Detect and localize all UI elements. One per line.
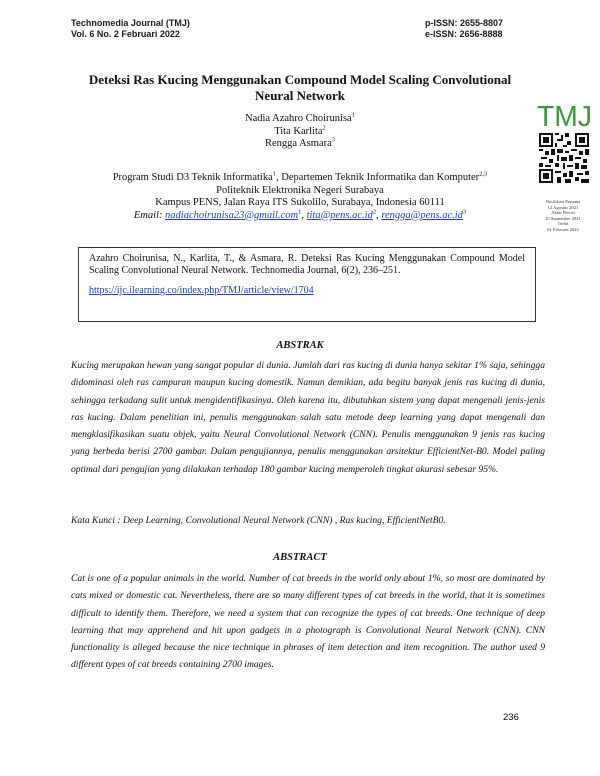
affiliation-line-1: Program Studi D3 Teknik Informatika$^1$, Departemen Teknik Informatika dan Komputer$^{2,3}$ (112, 170, 488, 183)
journal-name: Technomedia Journal (TMJ) (71, 18, 190, 28)
abstrak-text: Kucing merupakan hewan yang sangat popular di dunia. Jumlah dari ras kucing di dunia hanya sekitar 1% saja, sehingga didominasi oleh ras campuran maupun kucing domestik. Namun demikian, ada begitu banyak jenis ras kucing di dunia, sehingga terkadang sulit untuk mengidentifikasinya. Oleh karena itu, dibutuhkan sistem yang dapat mengenali jenis-jenis ras kucing. Dalam penelitian ini, penulis menggunakan salah satu metode deep learning yang dapat mengenali dan mengklasifikasikan suatu objek, yaitu Neural Convolutional Network (CNN). Penulis menggunakan 9 jenis ras kucing yang berbeda berisi 2700 gambar. Dalam pengujiannya, penulis menggunakan arsitektur EfficientNet-B0. Model paling optimal dari pengujian yang dilakukan terhadap 180 gambar kucing memperoleh tingkat akurasi sebesar 95%. (71, 360, 545, 475)
title-line-1: Deteksi Ras Kucing Menggunakan Compound Model Scaling Convolutional (88, 72, 512, 87)
citation-text: Azahro Choirunisa, N., Karlita, T., & Asmara, R. Deteksi Ras Kucing Menggunakan Compound Model Scaling Convolutional Neural Network. Technomedia Journal, 6(2), 236–251. (89, 253, 525, 277)
email-link-2[interactable]: tita@pens.ac.id (306, 209, 373, 221)
email-link-1[interactable]: nadiachoirunisa23@gmail.com (165, 209, 299, 221)
email-line: Email: nadiachoirunisa23@gmail.com$^1$, $tita@pens.ac.id^2$, $rengga@pens.ac.id^3$ (133, 208, 467, 221)
citation-link[interactable]: https://ijc.ilearning.co/index.php/TMJ/article/view/1704 (89, 284, 314, 296)
journal-header-left (71, 18, 190, 40)
email-link-3[interactable]: rengga@pens.ac.id (381, 209, 463, 221)
citation-box (78, 247, 536, 322)
affiliation (60, 172, 540, 222)
abstract-text: Cat is one of a popular animals in the world. Number of cat breeds in the world only about 1%, so most are dominated by cats mixed or domestic cat. Nevertheless, there are so many different types of cat breeds in the world, that it is sometimes difficult to identify them. Therefore, we need a system that can recognize the types of cat breeds. One technique of deep learning that may apprehend and hit upon gadgets in a photograph is Convolutional Neural Network (CNN). CNN functionality is alleged because the nice technique in phrases of item detection and item recognition. The author used 9 different types of cat breeds containing 2700 images. (71, 573, 545, 671)
journal-volume: Vol. 6 No. 2 Februari 2022 (71, 29, 180, 39)
affiliation-address: Kampus PENS, Jalan Raya ITS Sukolilo, Surabaya, Indonesia 60111 (155, 197, 445, 208)
journal-header-right (425, 18, 503, 40)
eissn: e-ISSN: 2656-8888 (425, 29, 503, 39)
tmj-logo (537, 100, 592, 130)
abstract-heading: ABSTRACT (273, 552, 327, 563)
author-2: Tita Karlita$^2$ (274, 124, 326, 137)
logo-text: TMJ (537, 101, 592, 130)
page-number: 236 (503, 712, 519, 723)
qr-code (539, 133, 589, 188)
affiliation-school: Politeknik Elektronika Negeri Surabaya (216, 184, 384, 196)
author-1: Nadia Azahro Choirunisa$^1$ (245, 111, 355, 124)
kata-kunci: Kata Kunci : Deep Learning, Convolutional Neural Network (CNN) , Ras kucing, EfficientNetB0. (71, 515, 446, 526)
abstrak-heading: ABSTRAK (276, 340, 324, 351)
title-line-2: Neural Network (255, 88, 345, 103)
author-list (60, 113, 540, 151)
pissn: p-ISSN: 2655-8807 (425, 18, 504, 28)
paper-title (60, 72, 540, 104)
notification-dates: Notifikasi Pertama 12 Agustus 2021 Akhir Revisi 25 September 2021 Terbit 01 Februari 2022 (545, 199, 581, 232)
author-3: Rengga Asmara$^3$ (264, 136, 336, 149)
